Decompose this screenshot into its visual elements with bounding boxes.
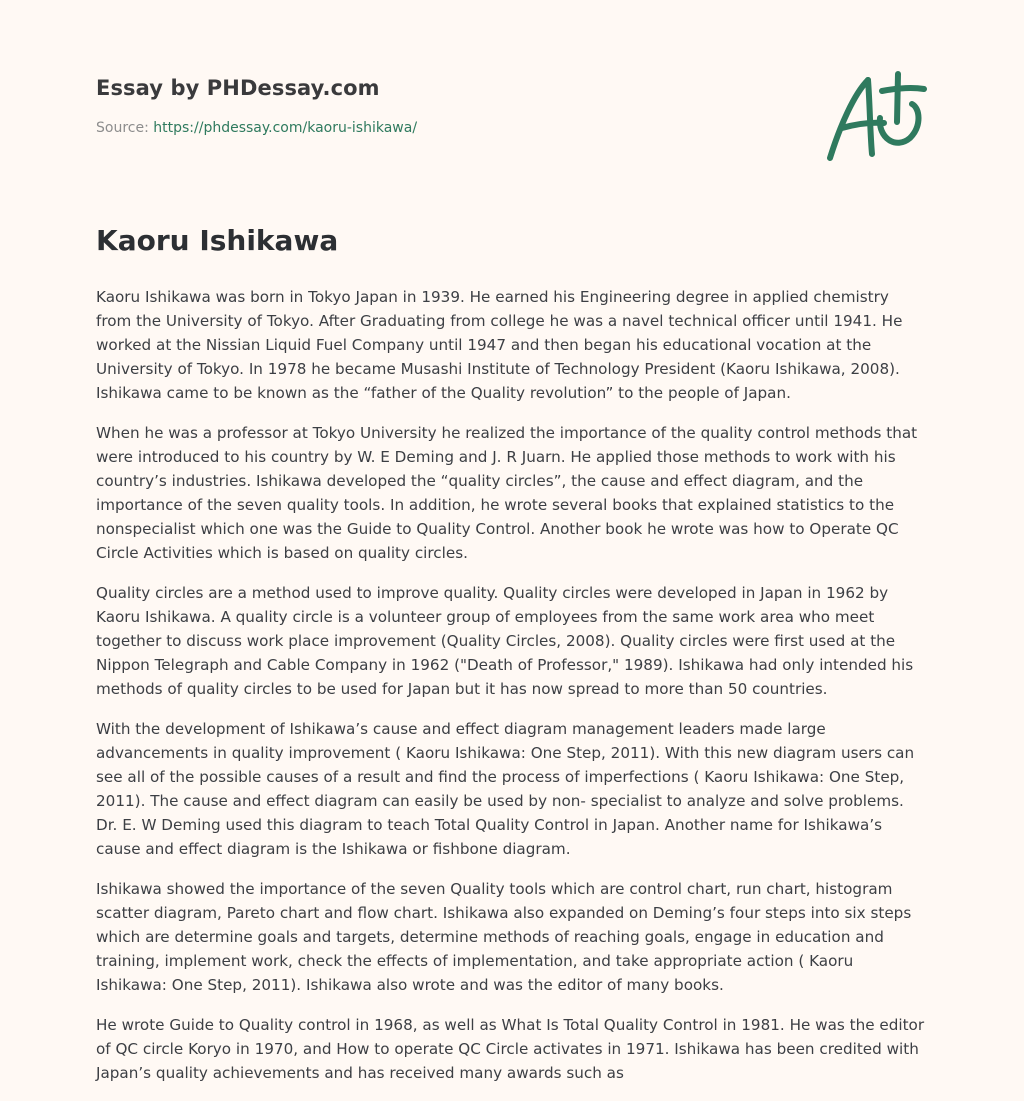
essay-paragraph: He wrote Guide to Quality control in 1968, as well as What Is Total Quality Control in 1981. He was the editor of QC circle Koryo in 1970, and How to operate QC Circle activates in 1971. Ishikawa has been credited with Japan’s quality achievements and has received many awards such as [96,1016,925,1082]
source-link[interactable]: https://phdessay.com/kaoru-ishikawa/ [153,120,418,136]
essay-paragraph: Quality circles are a method used to improve quality. Quality circles were developed in Japan in 1962 by Kaoru Ishikawa. A quality circle is a volunteer group of employees from the same work area who meet together to discuss work place improvement (Quality Circles, 2008). Quality circles were first used at the Nippon Telegraph and Cable Company in 1962 ("Death of Professor," 1989). Ishikawa had only intended his methods of quality circles to be used for Japan but it has now spread to more than 50 countries. [96,584,914,698]
essay-body [96,285,928,1101]
source-line [96,120,417,136]
essay-paragraph: When he was a professor at Tokyo University he realized the importance of the quality control methods that were introduced to his country by W. E Deming and J. R Juarn. He applied those methods to work with his country’s industries. Ishikawa developed the “quality circles”, the cause and effect diagram, and the importance of the seven quality tools. In addition, he wrote several books that explained statistics to the nonspecialist which one was the Guide to Quality Control. Another book he wrote was how to Operate QC Circle Activities which is based on quality circles. [96,424,918,562]
essay-paragraph: With the development of Ishikawa’s cause and effect diagram management leaders made large advancements in quality improvement ( Kaoru Ishikawa: One Step, 2011). With this new diagram users can see all of the possible causes of a result and find the process of imperfections ( Kaoru Ishikawa: One Step, 2011). The cause and effect diagram can easily be used by non- specialist to analyze and solve problems. Dr. E. W Deming used this diagram to teach Total Quality Control in Japan. Another name for Ishikawa’s cause and effect diagram is the Ishikawa or fishbone diagram. [96,720,915,858]
essay-paragraph: Ishikawa showed the importance of the seven Quality tools which are control chart, run chart, histogram scatter diagram, Pareto chart and flow chart. Ishikawa also expanded on Deming’s four steps into six steps which are determine goals and targets, determine methods of reaching goals, engage in education and training, implement work, check the effects of implementation, and take appropriate action ( Kaoru Ishikawa: One Step, 2011). Ishikawa also wrote and was the editor of many books. [96,880,912,994]
source-label: Source: [96,120,149,136]
essay-paragraph: Kaoru Ishikawa was born in Tokyo Japan in 1939. He earned his Engineering degree in applied chemistry from the University of Tokyo. After Graduating from college he was a navel technical officer until 1941. He worked at the Nissian Liquid Fuel Company until 1947 and then began his educational vocation at the University of Tokyo. In 1978 he became Musashi Institute of Technology President (Kaoru Ishikawa, 2008). Ishikawa came to be known as the “father of the Quality revolution” to the people of Japan. [96,288,903,402]
page-header [96,76,417,136]
essay-title: Kaoru Ishikawa [96,224,339,257]
site-title: Essay by PHDessay.com [96,76,380,100]
a-plus-grade-icon [820,66,930,166]
